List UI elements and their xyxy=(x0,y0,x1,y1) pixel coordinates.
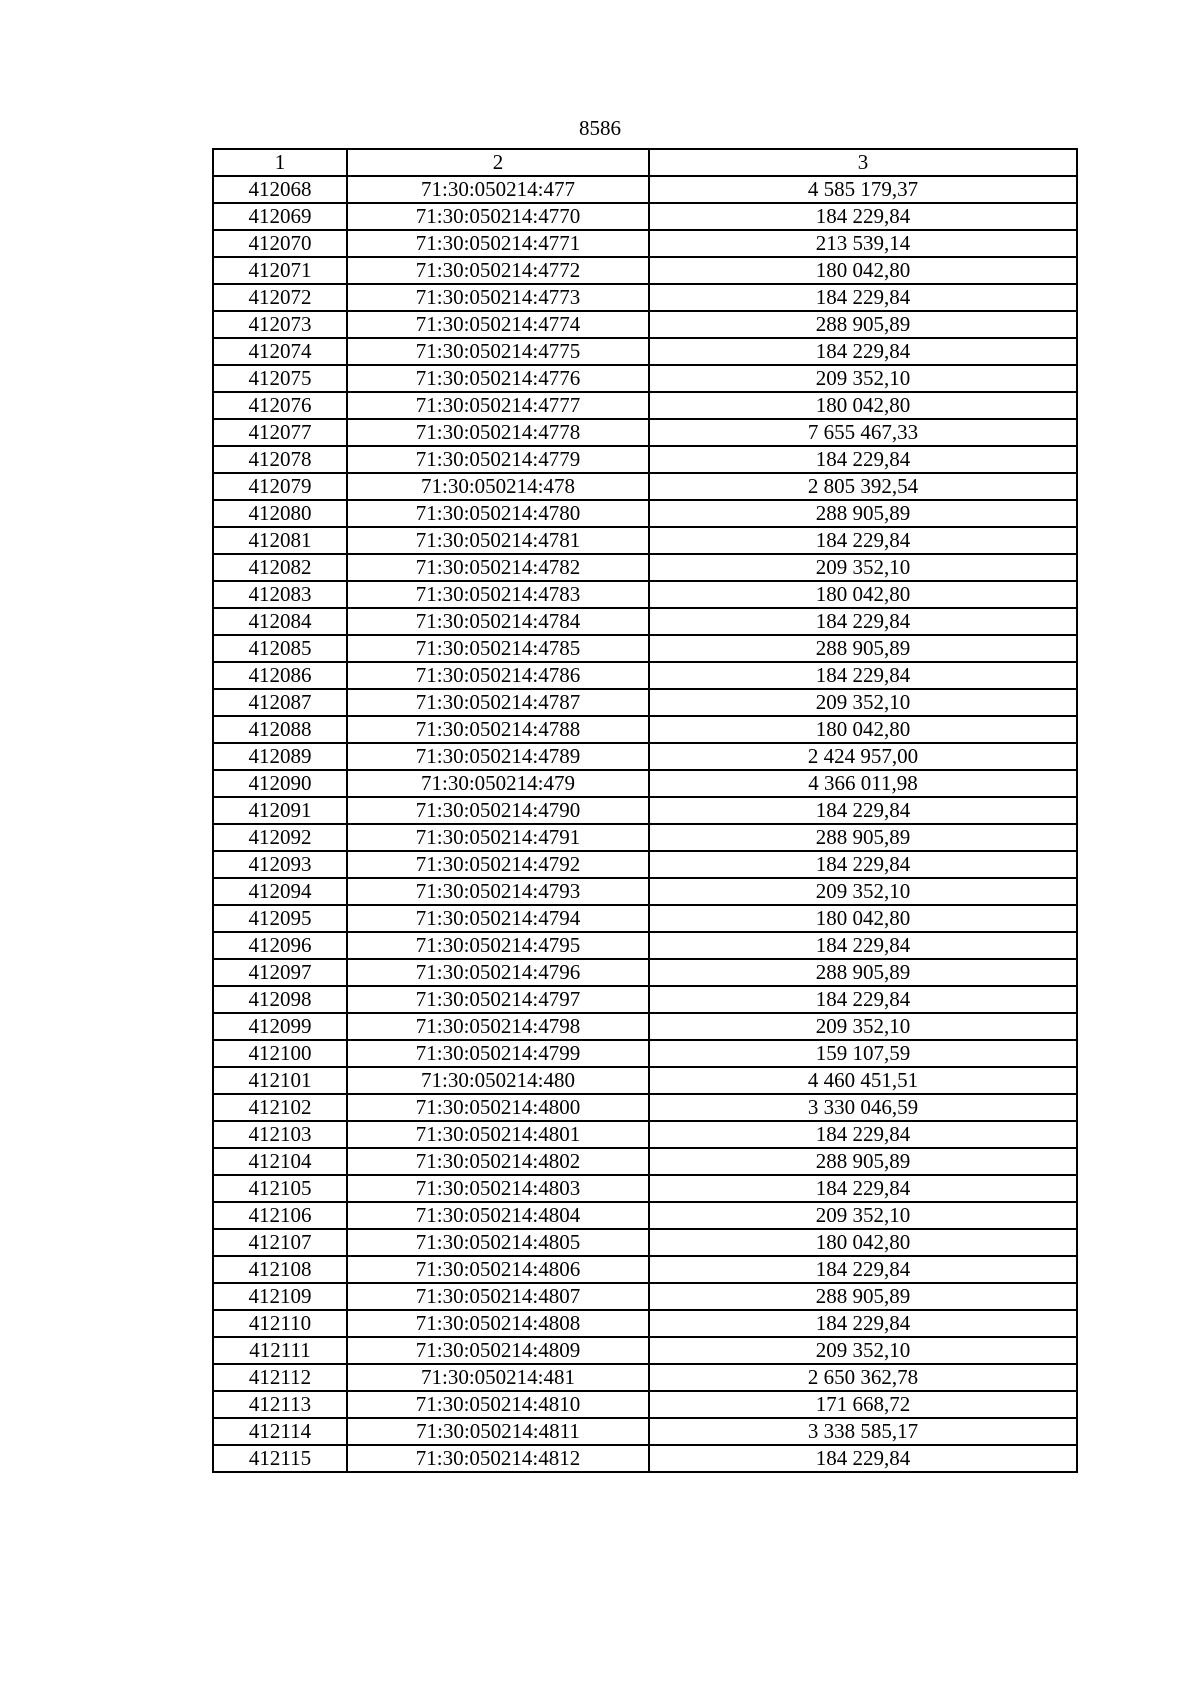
cadastral-number-cell: 71:30:050214:4810 xyxy=(347,1391,649,1418)
cadastral-number-cell: 71:30:050214:4779 xyxy=(347,446,649,473)
table-row xyxy=(213,716,1077,743)
table-row xyxy=(213,824,1077,851)
cadastral-number-cell: 71:30:050214:4801 xyxy=(347,1121,649,1148)
value-cell: 184 229,84 xyxy=(649,851,1077,878)
value-cell: 184 229,84 xyxy=(649,797,1077,824)
value-cell: 184 229,84 xyxy=(649,446,1077,473)
value-cell: 184 229,84 xyxy=(649,1445,1077,1472)
cadastral-number-cell: 71:30:050214:4803 xyxy=(347,1175,649,1202)
value-cell: 209 352,10 xyxy=(649,1013,1077,1040)
value-cell: 184 229,84 xyxy=(649,1175,1077,1202)
cadastral-number-cell: 71:30:050214:4781 xyxy=(347,527,649,554)
value-cell: 2 424 957,00 xyxy=(649,743,1077,770)
table-row xyxy=(213,608,1077,635)
table-row xyxy=(213,770,1077,797)
value-cell: 180 042,80 xyxy=(649,716,1077,743)
row-number-cell: 412090 xyxy=(213,770,347,797)
table-row xyxy=(213,1256,1077,1283)
table-row xyxy=(213,1094,1077,1121)
table-row xyxy=(213,1040,1077,1067)
table-row xyxy=(213,1445,1077,1472)
table-row xyxy=(213,689,1077,716)
row-number-cell: 412109 xyxy=(213,1283,347,1310)
cadastral-number-cell: 71:30:050214:4806 xyxy=(347,1256,649,1283)
cadastral-number-cell: 71:30:050214:4788 xyxy=(347,716,649,743)
cadastral-number-cell: 71:30:050214:4792 xyxy=(347,851,649,878)
value-cell: 288 905,89 xyxy=(649,824,1077,851)
cadastral-number-cell: 71:30:050214:4799 xyxy=(347,1040,649,1067)
cadastral-number-cell: 71:30:050214:4795 xyxy=(347,932,649,959)
cadastral-number-cell: 71:30:050214:4804 xyxy=(347,1202,649,1229)
cadastral-number-cell: 71:30:050214:4796 xyxy=(347,959,649,986)
table-row xyxy=(213,554,1077,581)
value-cell: 180 042,80 xyxy=(649,257,1077,284)
value-cell: 180 042,80 xyxy=(649,581,1077,608)
cadastral-number-cell: 71:30:050214:4800 xyxy=(347,1094,649,1121)
cadastral-number-cell: 71:30:050214:4808 xyxy=(347,1310,649,1337)
value-cell: 184 229,84 xyxy=(649,608,1077,635)
cadastral-number-cell: 71:30:050214:4794 xyxy=(347,905,649,932)
row-number-cell: 412100 xyxy=(213,1040,347,1067)
row-number-cell: 412071 xyxy=(213,257,347,284)
value-cell: 184 229,84 xyxy=(649,932,1077,959)
row-number-cell: 412105 xyxy=(213,1175,347,1202)
value-cell: 159 107,59 xyxy=(649,1040,1077,1067)
table-row xyxy=(213,1067,1077,1094)
value-cell: 180 042,80 xyxy=(649,905,1077,932)
row-number-cell: 412098 xyxy=(213,986,347,1013)
cadastral-number-cell: 71:30:050214:4809 xyxy=(347,1337,649,1364)
table-row xyxy=(213,500,1077,527)
row-number-cell: 412091 xyxy=(213,797,347,824)
cadastral-number-cell: 71:30:050214:4807 xyxy=(347,1283,649,1310)
table-row xyxy=(213,203,1077,230)
value-cell: 4 366 011,98 xyxy=(649,770,1077,797)
table-header xyxy=(213,149,1077,176)
cadastral-number-cell: 71:30:050214:4777 xyxy=(347,392,649,419)
row-number-cell: 412082 xyxy=(213,554,347,581)
row-number-cell: 412107 xyxy=(213,1229,347,1256)
value-cell: 209 352,10 xyxy=(649,878,1077,905)
row-number-cell: 412078 xyxy=(213,446,347,473)
table-row xyxy=(213,581,1077,608)
table-row xyxy=(213,527,1077,554)
value-cell: 184 229,84 xyxy=(649,986,1077,1013)
table-row xyxy=(213,905,1077,932)
table-row xyxy=(213,1310,1077,1337)
table-row xyxy=(213,176,1077,203)
table-row xyxy=(213,932,1077,959)
table-row xyxy=(213,419,1077,446)
table-row xyxy=(213,1229,1077,1256)
row-number-cell: 412089 xyxy=(213,743,347,770)
header-row xyxy=(213,149,1077,176)
row-number-cell: 412103 xyxy=(213,1121,347,1148)
cadastral-number-cell: 71:30:050214:4782 xyxy=(347,554,649,581)
value-cell: 184 229,84 xyxy=(649,284,1077,311)
page-number: 8586 xyxy=(579,116,621,140)
row-number-cell: 412115 xyxy=(213,1445,347,1472)
cadastral-number-cell: 71:30:050214:4771 xyxy=(347,230,649,257)
row-number-cell: 412101 xyxy=(213,1067,347,1094)
row-number-cell: 412084 xyxy=(213,608,347,635)
row-number-cell: 412075 xyxy=(213,365,347,392)
row-number-cell: 412097 xyxy=(213,959,347,986)
row-number-cell: 412114 xyxy=(213,1418,347,1445)
row-number-cell: 412079 xyxy=(213,473,347,500)
cadastral-number-cell: 71:30:050214:4785 xyxy=(347,635,649,662)
row-number-cell: 412086 xyxy=(213,662,347,689)
cadastral-number-cell: 71:30:050214:4773 xyxy=(347,284,649,311)
column-header-2: 2 xyxy=(347,149,649,176)
row-number-cell: 412068 xyxy=(213,176,347,203)
cadastral-number-cell: 71:30:050214:4812 xyxy=(347,1445,649,1472)
table-row xyxy=(213,1175,1077,1202)
cadastral-number-cell: 71:30:050214:4787 xyxy=(347,689,649,716)
cadastral-number-cell: 71:30:050214:4805 xyxy=(347,1229,649,1256)
row-number-cell: 412104 xyxy=(213,1148,347,1175)
table-row xyxy=(213,1202,1077,1229)
value-cell: 184 229,84 xyxy=(649,1121,1077,1148)
cadastral-number-cell: 71:30:050214:4783 xyxy=(347,581,649,608)
value-cell: 184 229,84 xyxy=(649,527,1077,554)
row-number-cell: 412069 xyxy=(213,203,347,230)
value-cell: 209 352,10 xyxy=(649,1202,1077,1229)
row-number-cell: 412096 xyxy=(213,932,347,959)
value-cell: 7 655 467,33 xyxy=(649,419,1077,446)
value-cell: 184 229,84 xyxy=(649,1256,1077,1283)
table-row xyxy=(213,1148,1077,1175)
cadastral-number-cell: 71:30:050214:480 xyxy=(347,1067,649,1094)
cadastral-number-cell: 71:30:050214:4774 xyxy=(347,311,649,338)
table-row xyxy=(213,635,1077,662)
value-cell: 184 229,84 xyxy=(649,338,1077,365)
table-row xyxy=(213,446,1077,473)
table-row xyxy=(213,1013,1077,1040)
value-cell: 2 805 392,54 xyxy=(649,473,1077,500)
value-cell: 209 352,10 xyxy=(649,365,1077,392)
table-row xyxy=(213,284,1077,311)
table-row xyxy=(213,1121,1077,1148)
cadastral-number-cell: 71:30:050214:4780 xyxy=(347,500,649,527)
value-cell: 180 042,80 xyxy=(649,392,1077,419)
value-cell: 288 905,89 xyxy=(649,635,1077,662)
cadastral-number-cell: 71:30:050214:4790 xyxy=(347,797,649,824)
value-cell: 213 539,14 xyxy=(649,230,1077,257)
cadastral-number-cell: 71:30:050214:4802 xyxy=(347,1148,649,1175)
value-cell: 171 668,72 xyxy=(649,1391,1077,1418)
cadastral-number-cell: 71:30:050214:477 xyxy=(347,176,649,203)
cadastral-number-cell: 71:30:050214:4770 xyxy=(347,203,649,230)
cadastral-number-cell: 71:30:050214:4784 xyxy=(347,608,649,635)
table-row xyxy=(213,1391,1077,1418)
value-cell: 288 905,89 xyxy=(649,1148,1077,1175)
row-number-cell: 412072 xyxy=(213,284,347,311)
value-cell: 3 330 046,59 xyxy=(649,1094,1077,1121)
value-cell: 288 905,89 xyxy=(649,311,1077,338)
cadastral-number-cell: 71:30:050214:4793 xyxy=(347,878,649,905)
table-row xyxy=(213,230,1077,257)
value-cell: 288 905,89 xyxy=(649,1283,1077,1310)
value-cell: 184 229,84 xyxy=(649,662,1077,689)
table-row xyxy=(213,878,1077,905)
value-cell: 288 905,89 xyxy=(649,500,1077,527)
cadastral-number-cell: 71:30:050214:4797 xyxy=(347,986,649,1013)
value-cell: 3 338 585,17 xyxy=(649,1418,1077,1445)
table-row xyxy=(213,365,1077,392)
table-row xyxy=(213,986,1077,1013)
row-number-cell: 412092 xyxy=(213,824,347,851)
table-row xyxy=(213,851,1077,878)
table-row xyxy=(213,257,1077,284)
cadastral-number-cell: 71:30:050214:481 xyxy=(347,1364,649,1391)
row-number-cell: 412070 xyxy=(213,230,347,257)
table-body xyxy=(213,176,1077,1472)
value-cell: 4 585 179,37 xyxy=(649,176,1077,203)
column-header-1: 1 xyxy=(213,149,347,176)
row-number-cell: 412080 xyxy=(213,500,347,527)
row-number-cell: 412083 xyxy=(213,581,347,608)
value-cell: 180 042,80 xyxy=(649,1229,1077,1256)
table-row xyxy=(213,311,1077,338)
row-number-cell: 412108 xyxy=(213,1256,347,1283)
table-row xyxy=(213,473,1077,500)
row-number-cell: 412095 xyxy=(213,905,347,932)
row-number-cell: 412081 xyxy=(213,527,347,554)
table-row xyxy=(213,1283,1077,1310)
cadastral-number-cell: 71:30:050214:4778 xyxy=(347,419,649,446)
cadastral-number-cell: 71:30:050214:4811 xyxy=(347,1418,649,1445)
table-row xyxy=(213,662,1077,689)
row-number-cell: 412077 xyxy=(213,419,347,446)
cadastral-number-cell: 71:30:050214:478 xyxy=(347,473,649,500)
cadastral-number-cell: 71:30:050214:479 xyxy=(347,770,649,797)
row-number-cell: 412073 xyxy=(213,311,347,338)
row-number-cell: 412112 xyxy=(213,1364,347,1391)
cadastral-number-cell: 71:30:050214:4789 xyxy=(347,743,649,770)
row-number-cell: 412102 xyxy=(213,1094,347,1121)
cadastral-number-cell: 71:30:050214:4772 xyxy=(347,257,649,284)
cadastral-number-cell: 71:30:050214:4786 xyxy=(347,662,649,689)
table-row xyxy=(213,1418,1077,1445)
value-cell: 184 229,84 xyxy=(649,203,1077,230)
cadastral-number-cell: 71:30:050214:4775 xyxy=(347,338,649,365)
cadastral-number-cell: 71:30:050214:4791 xyxy=(347,824,649,851)
row-number-cell: 412074 xyxy=(213,338,347,365)
row-number-cell: 412106 xyxy=(213,1202,347,1229)
table-row xyxy=(213,338,1077,365)
value-cell: 184 229,84 xyxy=(649,1310,1077,1337)
row-number-cell: 412094 xyxy=(213,878,347,905)
table-row xyxy=(213,959,1077,986)
value-cell: 209 352,10 xyxy=(649,1337,1077,1364)
cadastral-number-cell: 71:30:050214:4776 xyxy=(347,365,649,392)
value-cell: 2 650 362,78 xyxy=(649,1364,1077,1391)
cadastral-number-cell: 71:30:050214:4798 xyxy=(347,1013,649,1040)
table-row xyxy=(213,392,1077,419)
row-number-cell: 412113 xyxy=(213,1391,347,1418)
row-number-cell: 412099 xyxy=(213,1013,347,1040)
data-table xyxy=(212,148,1078,1473)
row-number-cell: 412088 xyxy=(213,716,347,743)
table-row xyxy=(213,1337,1077,1364)
value-cell: 209 352,10 xyxy=(649,554,1077,581)
row-number-cell: 412076 xyxy=(213,392,347,419)
table-row xyxy=(213,797,1077,824)
row-number-cell: 412087 xyxy=(213,689,347,716)
table-row xyxy=(213,1364,1077,1391)
table-row xyxy=(213,743,1077,770)
row-number-cell: 412110 xyxy=(213,1310,347,1337)
row-number-cell: 412093 xyxy=(213,851,347,878)
value-cell: 288 905,89 xyxy=(649,959,1077,986)
row-number-cell: 412085 xyxy=(213,635,347,662)
row-number-cell: 412111 xyxy=(213,1337,347,1364)
value-cell: 209 352,10 xyxy=(649,689,1077,716)
column-header-3: 3 xyxy=(649,149,1077,176)
value-cell: 4 460 451,51 xyxy=(649,1067,1077,1094)
